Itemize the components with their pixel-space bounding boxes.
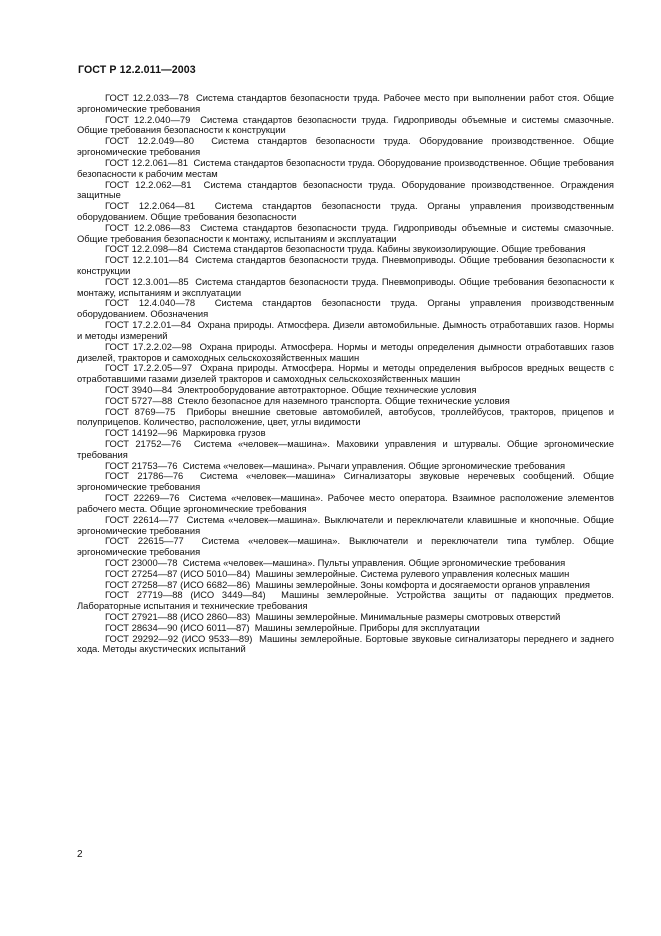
normative-references-list	[77, 93, 614, 655]
reference-title: Система стандартов безопасности труда. Оборудование производственное. Общие требования безопасности к рабочим местам	[77, 156, 614, 179]
reference-title: Машины землеройные. Приборы для эксплуатации	[254, 621, 480, 633]
reference-entry	[77, 634, 614, 656]
reference-title: Система «человек—машина». Маховики управления и штурвалы. Общие эргономические требования	[77, 438, 614, 460]
reference-code: ГОСТ 12.2.086—83	[105, 221, 191, 233]
reference-entry	[77, 158, 614, 180]
reference-code: ГОСТ 21752—76	[105, 438, 182, 449]
reference-title: Система стандартов безопасности труда. Рабочее место при выполнении работ стоя. Общие эргономические требования	[77, 92, 614, 114]
reference-code: ГОСТ 23000—78	[105, 556, 178, 568]
reference-entry	[77, 515, 614, 537]
reference-entry	[77, 255, 614, 277]
reference-title: Машины землеройные. Система рулевого управления колесных машин	[255, 567, 570, 579]
reference-entry	[77, 201, 614, 223]
reference-title: Машины землеройные. Минимальные размеры смотровых отверстий	[255, 611, 561, 622]
reference-title: Система стандартов безопасности труда. Пневмоприводы. Общие требования безопасности к конструкции	[77, 254, 614, 276]
reference-code: ГОСТ 12.4.040—78	[105, 297, 196, 309]
reference-code: ГОСТ 12.2.101—84	[105, 254, 189, 266]
reference-code: ГОСТ 27921—88 (ИСО 2860—83)	[105, 611, 251, 622]
reference-code: ГОСТ 29292—92 (ИСО 9533—89)	[105, 632, 253, 644]
reference-title: Система стандартов безопасности труда. Пневмоприводы. Общие требования безопасности к монтажу, испытаниям и эксплуатации	[77, 275, 614, 298]
reference-entry	[77, 180, 614, 202]
reference-title: Система «человек—машина». Выключатели и переключатели типа тумблер. Общие эргономические требования	[77, 535, 614, 558]
reference-entry	[77, 93, 614, 115]
reference-entry	[77, 223, 614, 245]
reference-title: Стекло безопасное для наземного транспорта. Общие технические условия	[177, 394, 510, 406]
reference-code: ГОСТ 3940—84	[105, 383, 173, 395]
page-number: 2	[77, 849, 83, 860]
reference-code: ГОСТ 22269—76	[105, 492, 180, 504]
reference-title: Система стандартов безопасности труда. Органы управления производственным оборудованием. Общие требования безопасности	[77, 200, 614, 222]
reference-title: Приборы внешние световые автомобилей, автобусов, троллейбусов, тракторов, прицепов и полуприцепов. Количество, расположение, цвет, углы видимости	[77, 405, 614, 428]
reference-code: ГОСТ 12.2.033—78	[105, 92, 189, 103]
reference-entry	[77, 115, 614, 137]
reference-entry	[77, 136, 614, 158]
reference-title: Система «человек—машина». Пульты управления. Общие эргономические требования	[182, 556, 566, 568]
reference-entry	[77, 298, 614, 320]
reference-code: ГОСТ 17.2.2.05—97	[105, 362, 193, 374]
reference-title: Система стандартов безопасности труда. Гидроприводы объемные и системы смазочные. Общие требования безопасности к монтажу, испытаниям и эксплуатации	[77, 221, 614, 244]
reference-code: ГОСТ 21753—76	[105, 459, 178, 471]
reference-title: Охрана природы. Атмосфера. Нормы и методы определения выбросов вредных веществ с отработавшими газами дизелей тракторов и самоходных сельскохозяйственных машин	[77, 362, 614, 385]
reference-code: ГОСТ 27254—87 (ИСО 5010—84)	[105, 567, 251, 579]
reference-entry	[77, 471, 614, 493]
reference-code: ГОСТ 12.2.040—79	[105, 113, 191, 125]
reference-title: Система «человек—машина» Сигнализаторы звуковые неречевых сообщений. Общие эргономические требования	[77, 470, 614, 493]
reference-title: Система стандартов безопасности труда. Органы управления производственным оборудованием. Обозначения	[77, 297, 614, 320]
reference-entry	[77, 536, 614, 558]
reference-code: ГОСТ 17.2.2.02—98	[105, 340, 192, 352]
reference-title: Маркировка грузов	[182, 427, 266, 439]
reference-title: Система «человек—машина». Выключатели и переключатели клавишные и кнопочные. Общие эргономические требования	[77, 513, 614, 536]
reference-title: Электрооборудование автотракторное. Общие технические условия	[177, 383, 477, 395]
reference-code: ГОСТ 27719—88 (ИСО 3449—84)	[105, 589, 266, 601]
reference-code: ГОСТ 14192—96	[105, 427, 178, 439]
reference-entry	[77, 277, 614, 299]
reference-code: ГОСТ 12.2.049—80	[105, 135, 194, 147]
reference-code: ГОСТ 22615—77	[105, 535, 184, 547]
reference-code: ГОСТ 12.2.064—81	[105, 200, 196, 212]
document-header: ГОСТ Р 12.2.011—2003	[78, 64, 196, 76]
reference-title: Охрана природы. Атмосфера. Нормы и методы определения дымности отработавших газов дизелей, тракторов и самоходных сельскохозяйственных машин	[77, 340, 614, 363]
reference-title: Машины землеройные. Зоны комфорта и досягаемости органов управления	[255, 578, 590, 590]
reference-code: ГОСТ 12.2.062—81	[105, 178, 192, 190]
reference-code: ГОСТ 5727—88	[105, 394, 173, 406]
reference-entry	[77, 363, 614, 385]
reference-title: Система «человек—машина». Рабочее место оператора. Взаимное расположение элементов рабочего места. Общие эргономические требования	[77, 492, 614, 514]
reference-entry	[77, 320, 614, 342]
reference-title: Охрана природы. Атмосфера. Дизели автомобильные. Дымность отработавших газов. Нормы и методы измерений	[77, 319, 614, 341]
reference-entry	[77, 439, 614, 461]
reference-title: Система стандартов безопасности труда. Оборудование производственное. Ограждения защитные	[77, 178, 614, 201]
reference-code: ГОСТ 22614—77	[105, 513, 179, 525]
reference-code: ГОСТ 27258—87 (ИСО 6682—86)	[105, 578, 251, 590]
reference-title: Система стандартов безопасности труда. Гидроприводы объемные и системы смазочные. Общие требования безопасности к конструкции	[77, 113, 614, 136]
reference-entry	[77, 493, 614, 515]
reference-entry	[77, 407, 614, 429]
reference-title: Система «человек—машина». Рычаги управления. Общие эргономические требования	[182, 459, 566, 471]
reference-code: ГОСТ 12.2.098—84	[105, 243, 188, 255]
reference-title: Машины землеройные. Устройства защиты от падающих предметов. Лабораторные испытания и технические требования	[77, 589, 615, 612]
reference-code: ГОСТ 28634—90 (ИСО 6011—87)	[105, 621, 250, 633]
reference-code: ГОСТ 12.3.001—85	[105, 275, 189, 287]
reference-entry	[77, 590, 614, 612]
reference-title: Машины землеройные. Бортовые звуковые сигнализаторы переднего и заднего хода. Методы акустических испытаний	[77, 632, 614, 655]
reference-title: Система стандартов безопасности труда. Кабины звукоизолирующие. Общие требования	[193, 243, 586, 255]
reference-code: ГОСТ 12.2.061—81	[105, 156, 189, 168]
reference-code: ГОСТ 17.2.2.01—84	[105, 319, 192, 331]
reference-code: ГОСТ 8769—75	[105, 405, 176, 417]
reference-entry	[77, 342, 614, 364]
reference-code: ГОСТ 21786—76	[105, 470, 184, 482]
reference-title: Система стандартов безопасности труда. Оборудование производственное. Общие эргономические требования	[77, 135, 614, 158]
